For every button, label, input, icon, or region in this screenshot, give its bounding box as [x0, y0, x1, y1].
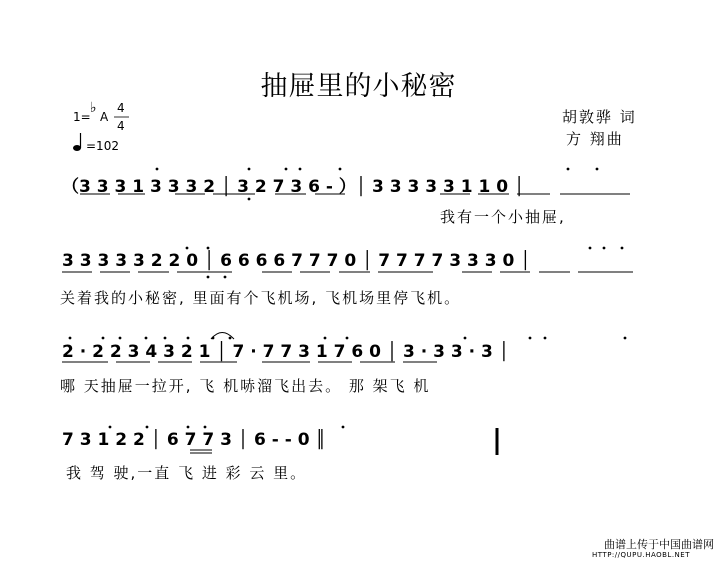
composer-credit: 方 翔曲 [566, 130, 624, 148]
notation-row-1: （3 3 3 1 3 3 3 2 │ 3 2 7 3 6 - ）│ 3 3 3 3 3 1 1 0 │ [62, 177, 525, 197]
octave-dots [69, 168, 627, 429]
song-title: 抽屉里的小秘密 [260, 71, 457, 102]
quarter-note-icon [73, 133, 81, 151]
notation-row-4: 7 3 1 2 2 │ 6 7 7 3 │ 6 - - 0 ║ [62, 430, 326, 450]
lyrics-row-1: 我有一个小抽屉, [440, 208, 566, 226]
key-note: A [100, 110, 109, 124]
time-signature-top: 4 [117, 101, 125, 115]
notation-row-3: 2 · 2 2 3 4 3 2 1 │ 7 · 7 7 3 1 7 6 0 │ 3 · 3 3 · 3 │ [62, 342, 509, 362]
footer-site-url[interactable]: HTTP://QUPU.HAOBL.NET [592, 551, 690, 559]
lyricist-credit: 胡敦骅 词 [562, 108, 637, 126]
lyrics-row-2: 关着我的小秘密, 里面有个飞机场, 飞机场里停飞机。 [60, 289, 462, 307]
time-signature-bottom: 4 [117, 119, 125, 133]
lyrics-row-4: 我 驾 驶,一直 飞 进 彩 云 里。 [66, 464, 308, 482]
flat-sign: ♭ [90, 100, 97, 116]
key-prefix: 1= [73, 110, 91, 124]
tempo-value: =102 [86, 139, 119, 153]
notation-row-2: 3 3 3 3 3 2 2 0 │ 6 6 6 6 7 7 7 0 │ 7 7 7 7 3 3 3 0 │ [62, 251, 531, 271]
lyrics-row-3: 哪 天抽屉一拉开, 飞 机哧溜飞出去。 那 架飞 机 [60, 377, 431, 395]
footer-site-name: 曲谱上传于中国曲谱网 [604, 538, 714, 551]
beam-lines [62, 194, 633, 453]
